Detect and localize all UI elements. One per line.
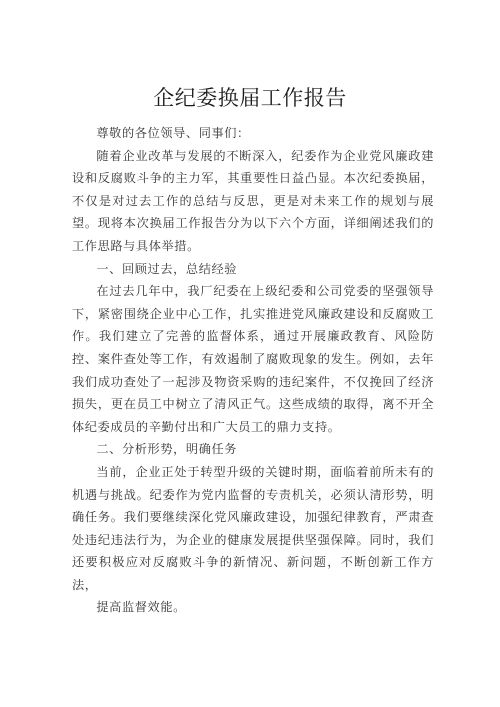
section-2-tail: 提高监督效能。 [96, 600, 186, 615]
intro-paragraph: 随着企业改革与发展的不断深入，纪委作为企业党风廉政建设和反腐败斗争的主力军，其重要性日益凸显。本次纪委换届，不仅是对过去工作的总结与反思，更是对未来工作的规划与展望。现将本次换届工作报告分为以下六个方面，详细阐述我们的工作思路与具体举措。 [72, 148, 434, 253]
document-title: 企纪委换届工作报告 [153, 86, 347, 110]
section-2-paragraph: 当前，企业正处于转型升级的关键时期，面临着前所未有的机遇与挑战。纪委作为党内监督的专责机关，必须认清形势，明确任务。我们要继续深化党风廉政建设，加强纪律教育，严肃查处违纪违法行为，为企业的健康发展提供坚强保障。同时，我们还要积极应对反腐败斗争的新情况、新问题，不断创新工作方法， [72, 464, 434, 592]
section-1-paragraph: 在过去几年中，我厂纪委在上级纪委和公司党委的坚强领导下，紧密围绕企业中心工作，扎实推进党风廉政建设和反腐败工作。我们建立了完善的监督体系，通过开展廉政教育、风险防控、案件查处等工作，有效遏制了腐败现象的发生。例如，去年我们成功查处了一起涉及物资采购的违纪案件，不仅挽回了经济损失，更在员工中树立了清风正气。这些成绩的取得，离不开全体纪委成员的辛勤付出和广大员工的鼎力支持。 [72, 284, 434, 434]
section-1-heading: 一、回顾过去，总结经验 [96, 261, 238, 276]
section-2-heading: 二、分析形势，明确任务 [96, 442, 238, 457]
document-body [72, 122, 434, 619]
greeting: 尊敬的各位领导、同事们： [96, 126, 250, 140]
